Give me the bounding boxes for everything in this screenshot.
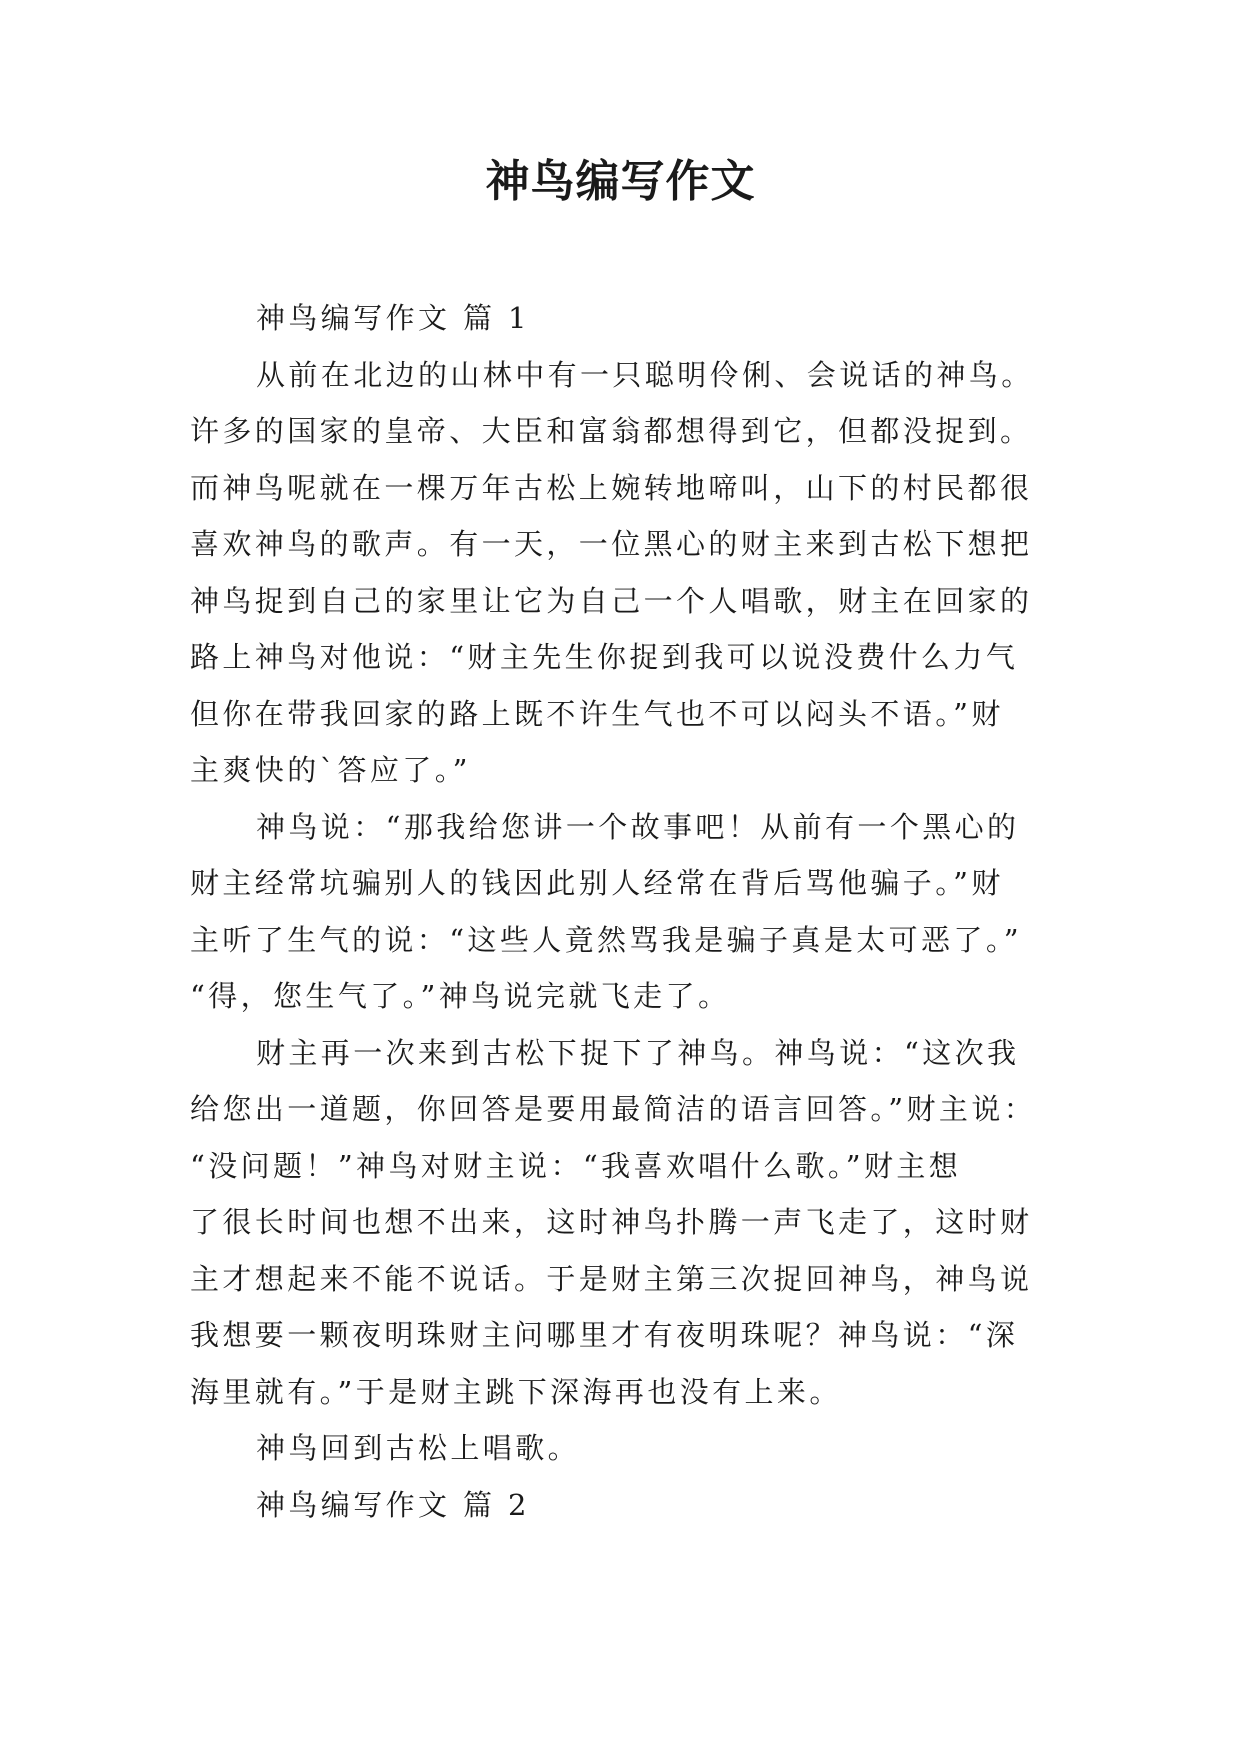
- text-line: 从前在北边的山林中有一只聪明伶俐、会说话的神鸟。: [256, 357, 1034, 392]
- text-line: 海里就有。”于是财主跳下深海再也没有上来。: [190, 1374, 842, 1409]
- text-line: 神鸟编写作文 篇 2: [256, 1487, 530, 1522]
- text-line: 了很长时间也想不出来，这时神鸟扑腾一声飞走了，这时财: [190, 1205, 1033, 1239]
- text-line: 财主再一次来到古松下捉下了神鸟。神鸟说：“这次我: [256, 1035, 1020, 1070]
- text-line: 主听了生气的说：“这些人竟然骂我是骗子真是太可恶了。”: [190, 922, 1022, 957]
- text-line: 财主经常坑骗别人的钱因此别人经常在背后骂他骗子。”财: [190, 866, 1004, 900]
- text-line: 神鸟说：“那我给您讲一个故事吧！从前有一个黑心的: [256, 809, 1020, 844]
- text-line: 神鸟捉到自己的家里让它为自己一个人唱歌，财主在回家的: [190, 583, 1033, 618]
- text-line: 主爽快的`答应了。”: [190, 753, 471, 787]
- text-line: 神鸟编写作文 篇 1: [256, 301, 530, 335]
- document-title: 神鸟编写作文: [485, 156, 756, 207]
- text-line: 我想要一颗夜明珠财主问哪里才有夜明珠呢？神鸟说：“深: [190, 1318, 1019, 1352]
- text-line: 主才想起来不能不说话。于是财主第三次捉回神鸟，神鸟说: [190, 1261, 1033, 1296]
- text-line: 给您出一道题，你回答是要用最简洁的语言回答。”财主说：: [190, 1092, 1037, 1126]
- text-line: 路上神鸟对他说：“财主先生你捉到我可以说没费什么力气: [190, 640, 1019, 674]
- text-line: “得，您生气了。”神鸟说完就飞走了。: [190, 979, 731, 1013]
- text-line: 而神鸟呢就在一棵万年古松上婉转地啼叫，山下的村民都很: [190, 470, 1033, 505]
- text-line: 喜欢神鸟的歌声。有一天，一位黑心的财主来到古松下想把: [190, 527, 1033, 561]
- text-line: 神鸟回到古松上唱歌。: [256, 1431, 581, 1465]
- text-line: “没问题！”神鸟对财主说：“我喜欢唱什么歌。”财主想: [190, 1148, 962, 1183]
- document-body: [190, 290, 1060, 1533]
- text-line: 但你在带我回家的路上既不许生气也不可以闷头不语。”财: [190, 696, 1004, 731]
- text-line: 许多的国家的皇帝、大臣和富翁都想得到它，但都没捉到。: [190, 414, 1033, 448]
